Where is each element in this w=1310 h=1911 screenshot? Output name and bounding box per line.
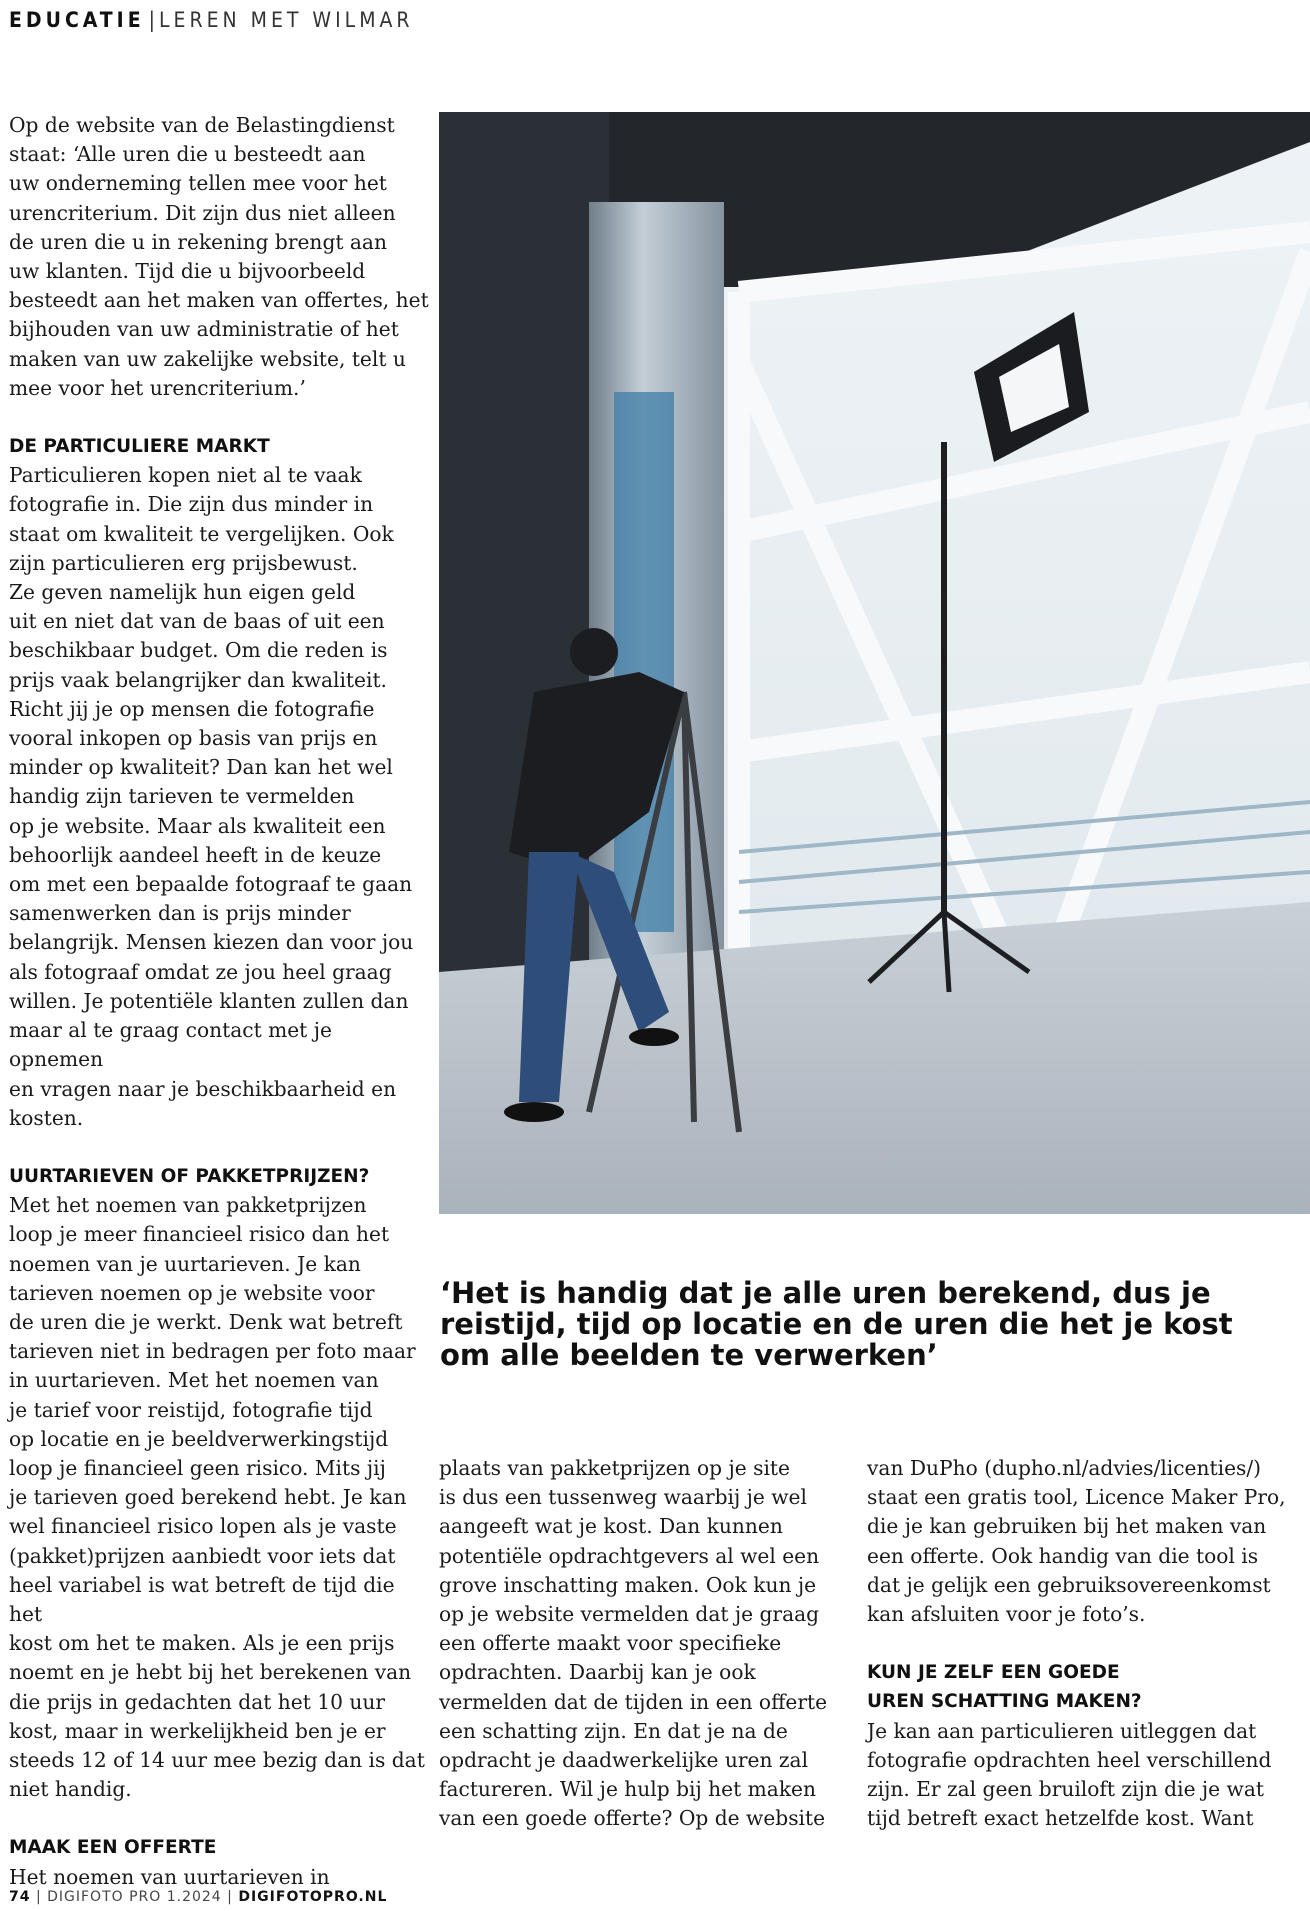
page-number: 74 xyxy=(9,1889,31,1905)
heading-uren-schatting: KUN JE ZELF EEN GOEDE UREN SCHATTING MAKEN? xyxy=(867,1662,1142,1713)
heading-uurtarieven: UURTARIEVEN OF PAKKETPRIJZEN? xyxy=(9,1165,370,1187)
page-header xyxy=(9,8,414,32)
footer-separator-2: | xyxy=(227,1889,233,1905)
intro-paragraph: Op de website van de Belastingdienst staat: ‘Alle uren die u besteedt aan uw onderneming tellen mee voor het urencriterium. Dit zijn dus niet alleen de uren die u in rekening brengt aan uw klanten. Tijd die u bijvoorbeeld besteedt aan het maken van offertes, het bijhouden van uw administratie of het maken van uw zakelijke website, telt u mee voor het urencriterium.’ xyxy=(9,113,429,400)
column-3 xyxy=(867,1454,1307,1833)
header-separator: | xyxy=(148,8,155,32)
section-label: EDUCATIE xyxy=(9,8,145,32)
column-3-paragraph: van DuPho (dupho.nl/advies/licenties/) staat een gratis tool, Licence Maker Pro, die je kan gebruiken bij het maken van een offerte. Ook handig van die tool is dat je gelijk een gebruiksovereenkomst kan afsluiten voor je foto’s. xyxy=(867,1456,1286,1627)
offerte-paragraph: Het noemen van uurtarieven in xyxy=(9,1864,330,1889)
studio-photo xyxy=(439,112,1310,1214)
column-1 xyxy=(9,111,429,1892)
pull-quote: ‘Het is handig dat je alle uren berekend, dus je reistijd, tijd op locatie en de uren die het je kost om alle beelden te verwerken’ xyxy=(440,1276,1233,1372)
heading-maak-een-offerte: MAAK EEN OFFERTE xyxy=(9,1837,217,1859)
section-subtitle: LEREN MET WILMAR xyxy=(159,8,414,32)
heading-particuliere-markt: DE PARTICULIERE MARKT xyxy=(9,436,270,458)
particulier-paragraph: Particulieren kopen niet al te vaak fotografie in. Die zijn dus minder in staat om kwaliteit te vergelijken. Ook zijn particulieren erg prijsbewust. Ze geven namelijk hun eigen geld uit en niet dat van de baas of uit een beschikbaar budget. Om die reden is prijs vaak belangrijker dan kwaliteit. Richt jij je op mensen die fotografie vooral inkopen op basis van prijs en minder op kwaliteit? Dan kan het wel handig zijn tarieven te vermelden op je website. Maar als kwaliteit een behoorlijk aandeel heeft in de keuze om met een bepaalde fotograaf te gaan samenwerken dan is prijs minder belangrijk. Mensen kiezen dan voor jou als fotograaf omdat ze jou heel graag willen. Je potentiële klanten zullen dan maar al te graag contact met je opnemen en vragen naar je beschikbaarheid en kosten. xyxy=(9,463,414,1130)
page-footer xyxy=(9,1889,387,1905)
website-url: DIGIFOTOPRO.NL xyxy=(238,1889,388,1905)
column-2 xyxy=(439,1454,859,1834)
schatting-paragraph: Je kan aan particulieren uitleggen dat fotografie opdrachten heel verschillend zijn. Er zal geen bruiloft zijn die je wat tijd betreft exact hetzelfde kost. Want xyxy=(867,1718,1272,1831)
column-2-paragraph: plaats van pakketprijzen op je site is dus een tussenweg waarbij je wel aangeeft wat je kost. Dan kunnen potentiële opdrachtgevers al wel een grove inschatting maken. Ook kun je op je website vermelden dat je graag een offerte maakt voor specifieke opdrachten. Daarbij kan je ook vermelden dat de tijden in een offerte een schatting zijn. En dat je na de opdracht je daadwerkelijke uren zal factureren. Wil je hulp bij het maken van een goede offerte? Op de website xyxy=(439,1456,828,1831)
issue-label: DIGIFOTO PRO 1.2024 xyxy=(47,1889,222,1905)
uurtarieven-paragraph: Met het noemen van pakketprijzen loop je meer financieel risico dan het noemen van je uurtarieven. Je kan tarieven noemen op je website voor de uren die je werkt. Denk wat betreft tarieven niet in bedragen per foto maar in uurtarieven. Met het noemen van je tarief voor reistijd, fotografie tijd op locatie en je beeldverwerkingstijd loop je financieel geen risico. Mits jij je tarieven goed berekend hebt. Je kan wel financieel risico lopen als je vaste (pakket)prijzen aanbiedt voor iets dat heel variabel is wat betreft de tijd die het kost om het te maken. Als je een prijs noemt en je hebt bij het berekenen van die prijs in gedachten dat het 10 uur kost, maar in werkelijkheid ben je er steeds 12 of 14 uur mee bezig dan is dat niet handig. xyxy=(9,1193,425,1802)
footer-separator: | xyxy=(35,1889,42,1905)
photo-illustration xyxy=(439,112,1310,1214)
